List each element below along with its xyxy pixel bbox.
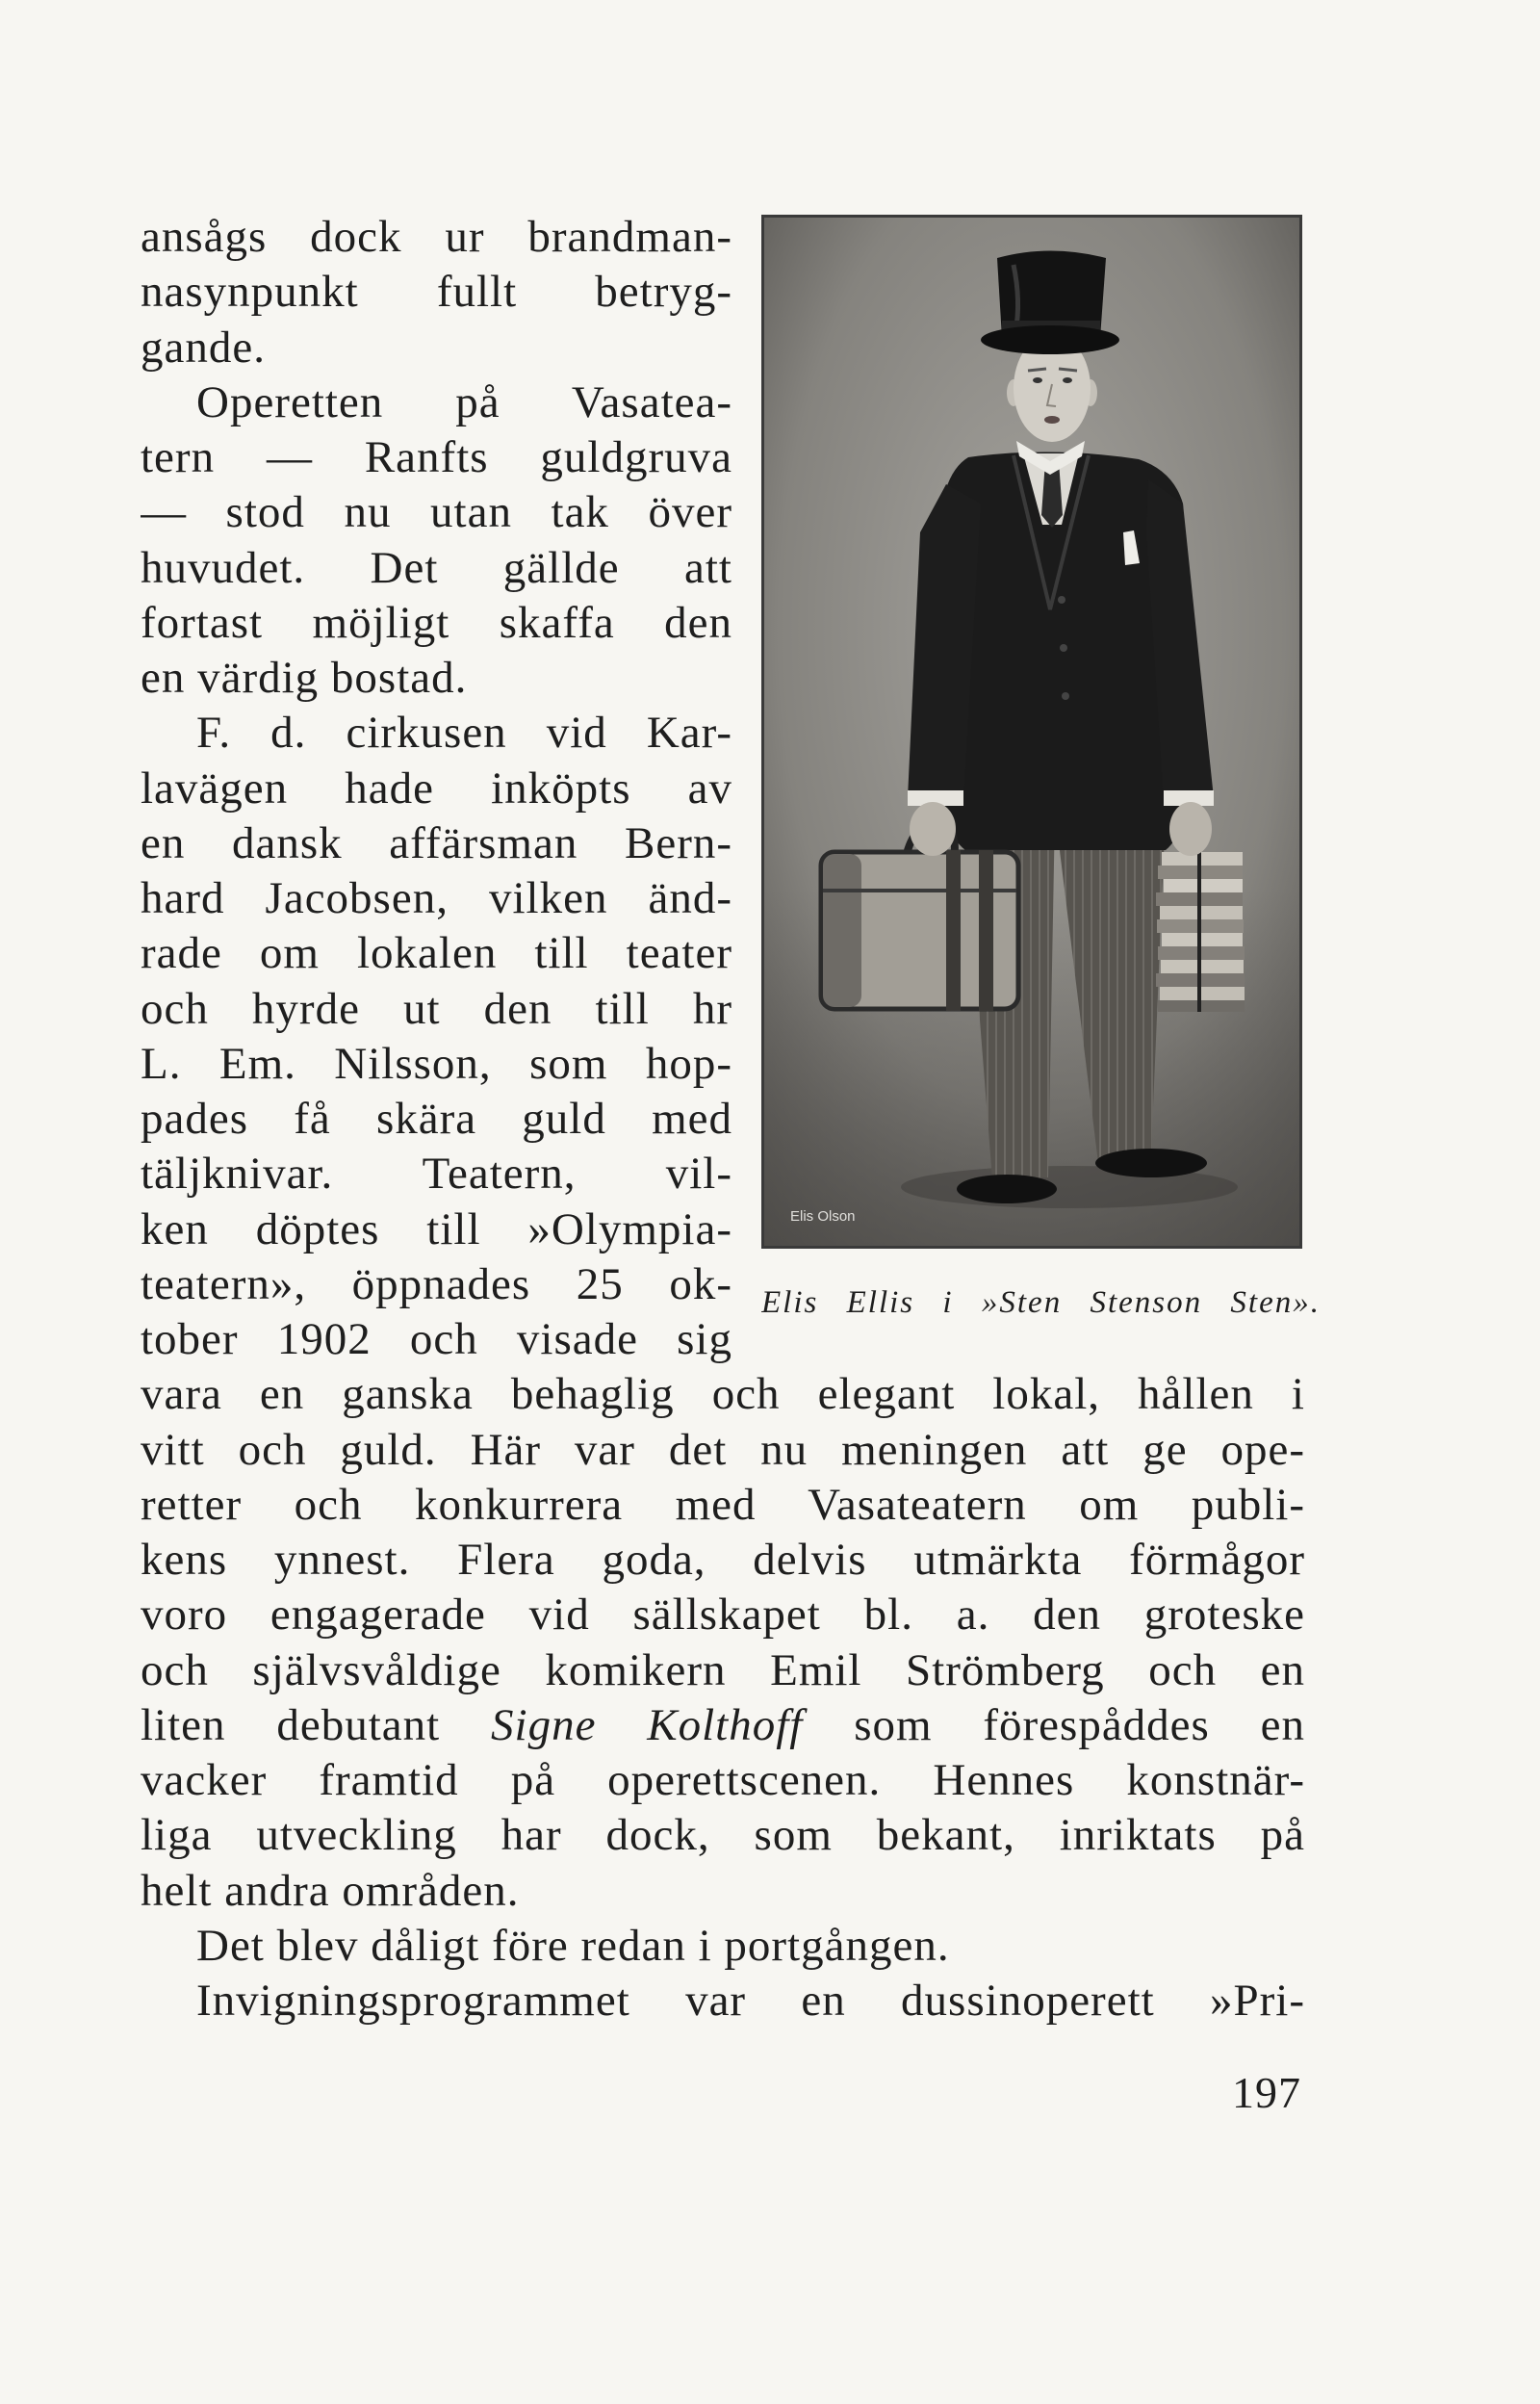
text-line: vara en ganska behaglig och elegant lokal, hållen i — [141, 1369, 1305, 1420]
text-line: liga utveckling har dock, som bekant, inriktats på — [141, 1810, 1305, 1861]
portrait-photo — [761, 215, 1302, 1249]
text-line: gande. — [141, 322, 266, 373]
paragraph-start-line: Det blev dåligt före redan i portgången. — [196, 1920, 950, 1971]
text-line: helt andra områden. — [141, 1865, 520, 1916]
text-line: voro engagerade vid sällskapet bl. a. den groteske — [141, 1590, 1305, 1641]
text-line: huvudet. Det gällde att — [141, 542, 732, 593]
portrait-photo-image — [761, 215, 1302, 1249]
text-segment: liten debutant — [141, 1699, 441, 1750]
text-line: tober 1902 och visade sig — [141, 1314, 732, 1364]
photo-inscription: Elis Olson — [790, 1208, 856, 1225]
text-line: retter och konkurrera med Vasateatern om publi- — [141, 1479, 1305, 1530]
paragraph-start-line: Operetten på Vasatea- — [196, 376, 732, 427]
text-segment: som förespåddes en — [854, 1699, 1305, 1750]
text-line: ken döptes till »Olympia- — [141, 1203, 732, 1254]
italic-name: Signe Kolthoff — [491, 1699, 804, 1750]
text-line: och självsvåldige komikern Emil Strömberg och en — [141, 1644, 1305, 1695]
page-number: 197 — [1232, 2068, 1301, 2117]
text-line: pades få skära guld med — [141, 1094, 732, 1144]
text-line: hard Jacobsen, vilken änd- — [141, 873, 732, 923]
text-line: lavägen hade inköpts av — [141, 763, 732, 814]
text-line: och hyrde ut den till hr — [141, 983, 732, 1034]
top-hat — [981, 251, 1119, 355]
text-line: tern — Ranfts guldgruva — [141, 432, 732, 482]
book-stack — [1156, 831, 1245, 1012]
text-line: vacker framtid på operettscenen. Hennes konstnär- — [141, 1755, 1305, 1805]
text-line: rade om lokalen till teater — [141, 928, 732, 979]
text-line: täljknivar. Teatern, vil- — [141, 1149, 732, 1200]
text-line: L. Em. Nilsson, som hop- — [141, 1038, 732, 1089]
text-line — [141, 1698, 1305, 1753]
paragraph-start-line: Invigningsprogrammet var en dussinoperett »Pri- — [196, 1976, 1305, 2026]
text-line: teatern», öppnades 25 ok- — [141, 1258, 732, 1309]
text-line: en värdig bostad. — [141, 653, 468, 703]
text-line: fortast möjligt skaffa den — [141, 597, 732, 648]
text-line: — stod nu utan tak över — [141, 487, 732, 538]
right-hand — [1169, 802, 1212, 856]
left-hand — [910, 802, 956, 856]
text-line: kens ynnest. Flera goda, delvis utmärkta förmågor — [141, 1535, 1305, 1585]
suitcase — [821, 823, 1018, 1011]
text-line: ansågs dock ur brandman- — [141, 212, 732, 262]
photo-caption: Elis Ellis i »Sten Stenson Sten». — [761, 1285, 1321, 1320]
text-line: vitt och guld. Här var det nu meningen att ge ope- — [141, 1424, 1305, 1475]
text-line: en dansk affärsman Bern- — [141, 817, 732, 868]
paragraph-start-line: F. d. cirkusen vid Kar- — [196, 708, 732, 759]
text-line: nasynpunkt fullt betryg- — [141, 267, 732, 318]
